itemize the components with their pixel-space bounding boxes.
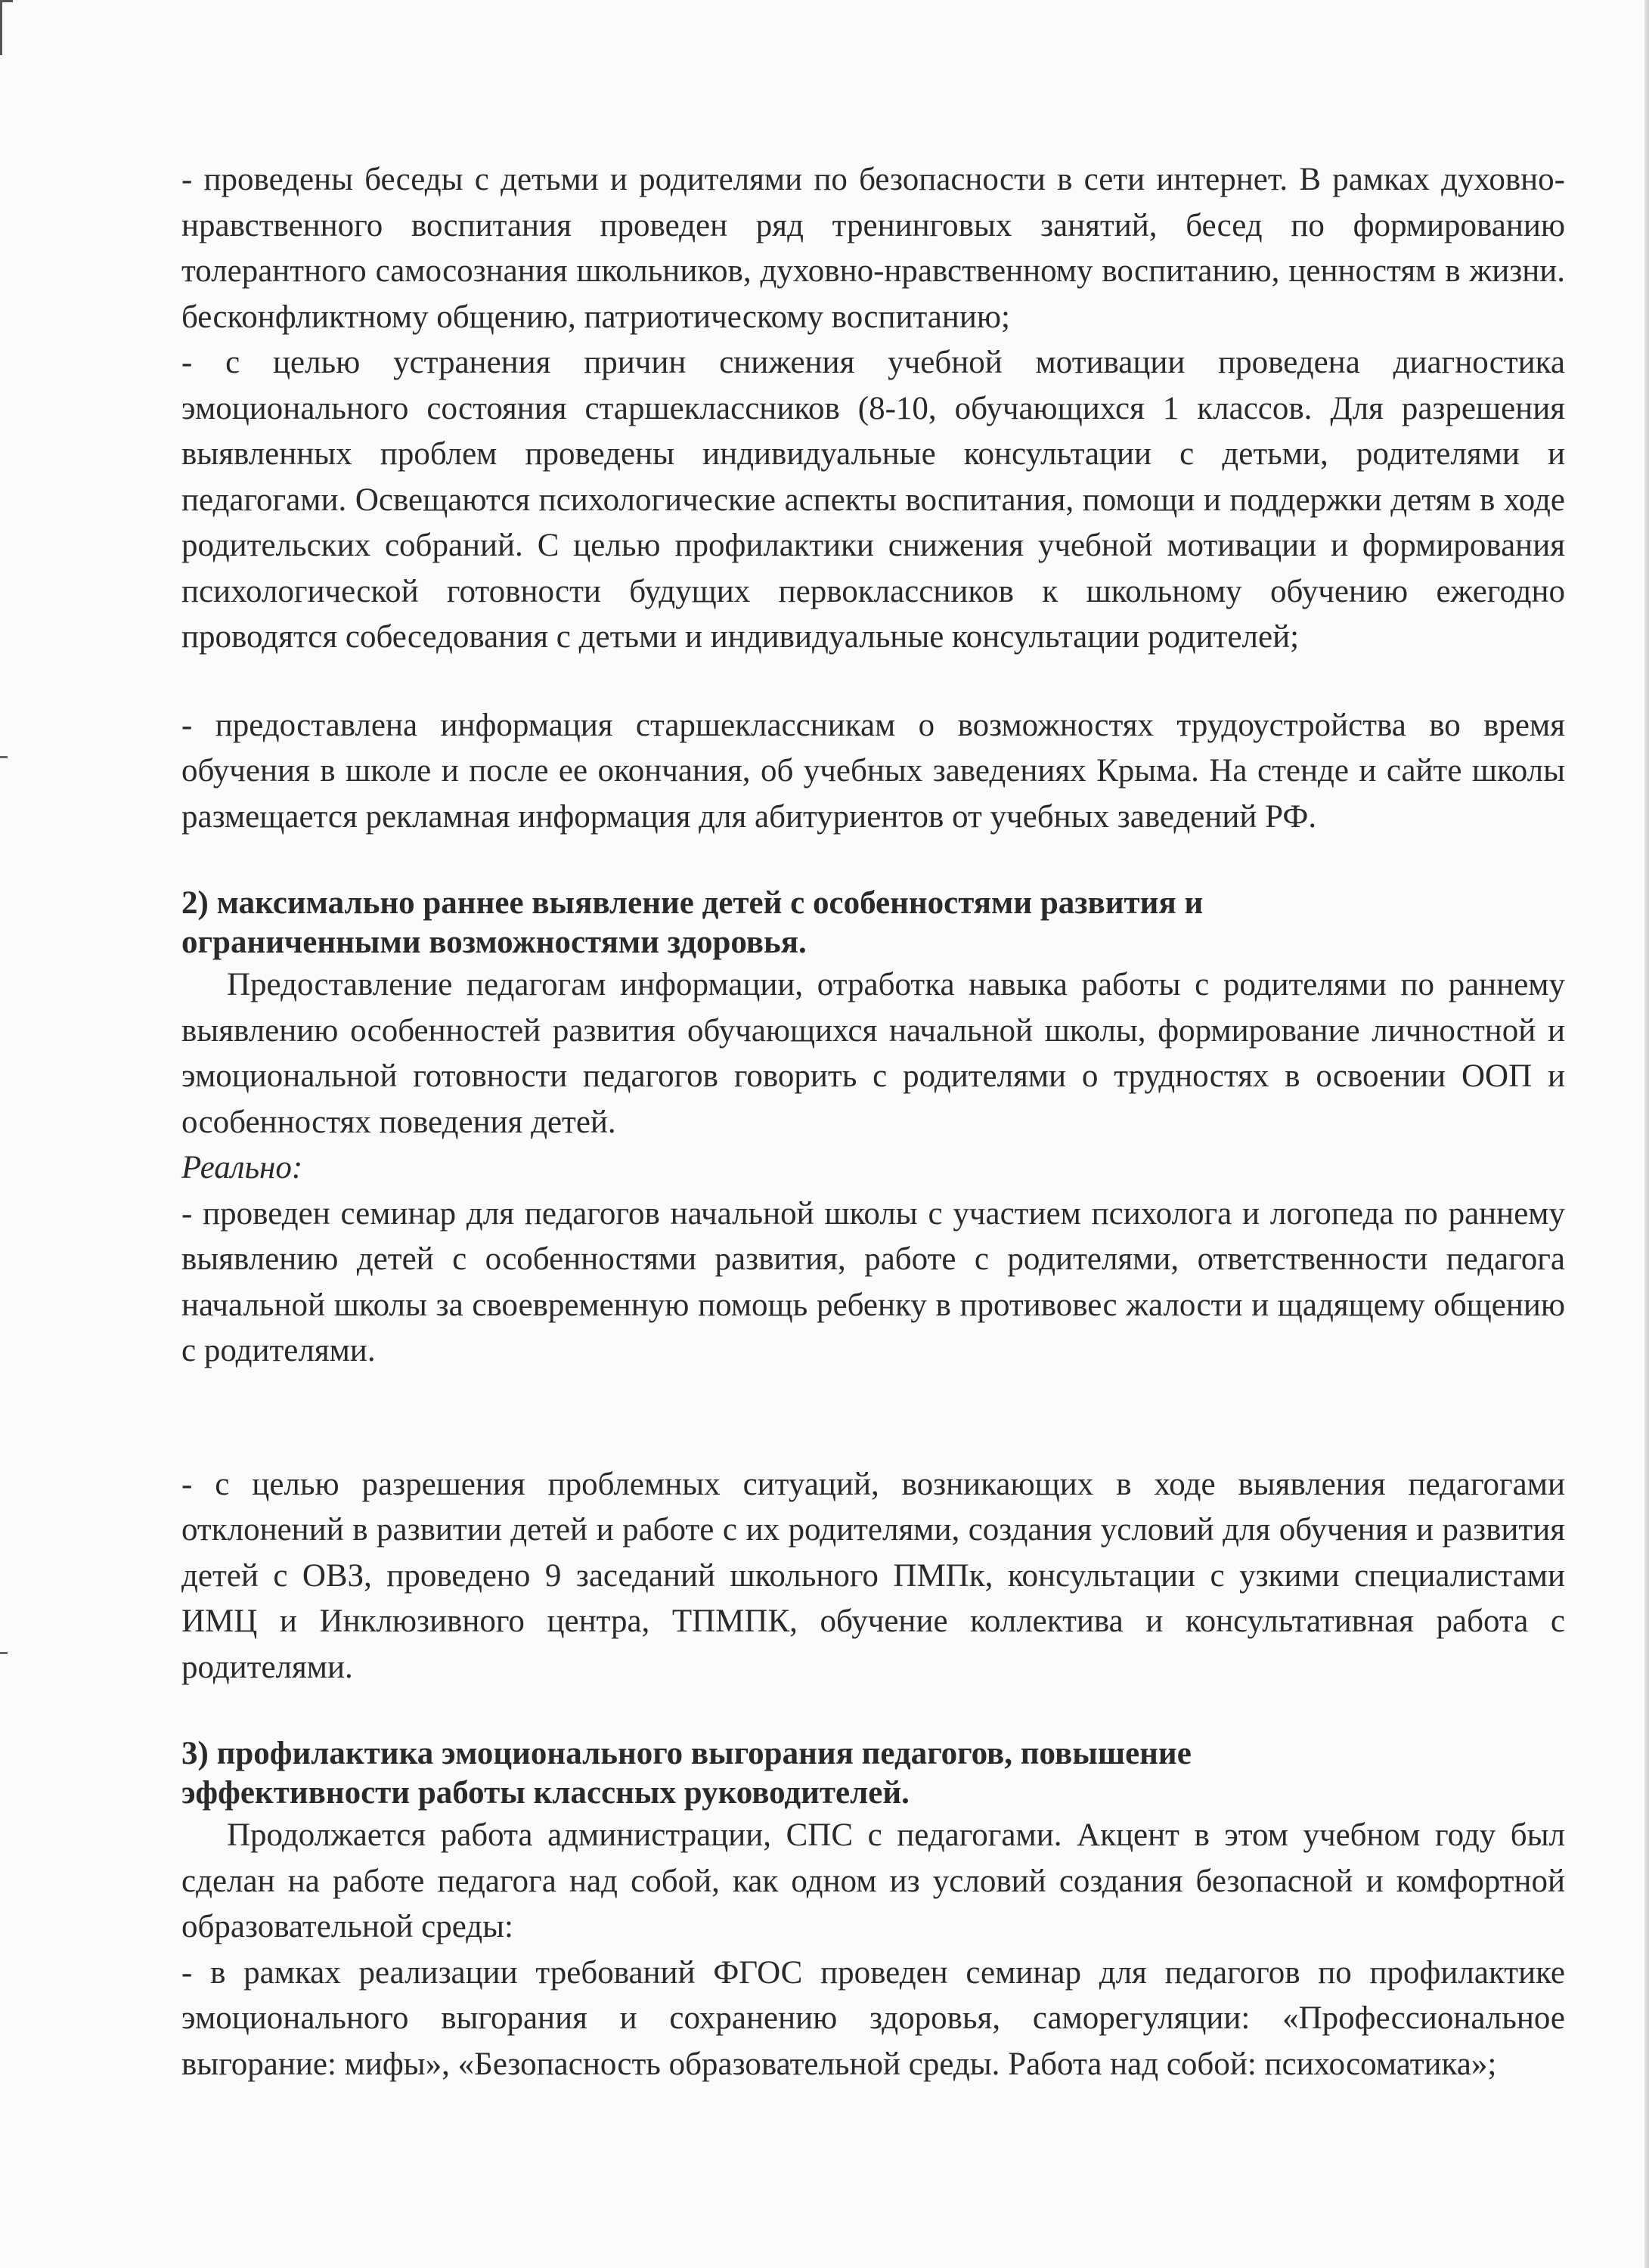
paragraph-teacher-information: Предоставление педагогам информации, отработка навыка работы с родителями по раннему выявлению особенностей развития обучающихся начальной школы, формирование личностной и эмоциональной готовности педагогов говорить с родителями о трудностях в освоении ООП и особенностях поведения детей. bbox=[181, 967, 1565, 1140]
paragraph-administration-work: Продолжается работа администрации, СПС с педагогами. Акцент в этом учебном году был сделан на работе педагога над собой, как одном из условий создания безопасной и комфортной образовательной среды: bbox=[181, 1817, 1565, 1944]
scan-page-edge bbox=[1644, 0, 1649, 2268]
paragraph-seminar-primary-school: - проведен семинар для педагогов начальной школы с участием психолога и логопеда по раннему выявлению детей с особенностями развития, работе с родителями, ответственности педагога начальной школы за своевременную помощь ребенку в противовес жалости и щадящему общению с родителями. bbox=[181, 1195, 1565, 1368]
section-heading-burnout-prevention bbox=[181, 1734, 1565, 1813]
paragraph-online-safety: - проведены беседы с детьми и родителями по безопасности в сети интернет. В рамках духовно-нравственного воспитания проведен ряд тренинговых занятий, бесед по формированию толерантного самосознания школьников, духовно-нравственному воспитанию, ценностям в жизни. бесконфликтному общению, патриотическому воспитанию; bbox=[181, 162, 1565, 335]
paragraph-motivation-diagnostics: - с целью устранения причин снижения учебной мотивации проведена диагностика эмоционального состояния старшеклассников (8-10, обучающихся 1 классов. Для разрешения выявленных проблем проведены индивидуальные консультации с детьми, родителями и педагогами. Освещаются психологические аспекты воспитания, помощи и поддержки детям в ходе родительских собраний. С целью профилактики снижения учебной мотивации и формирования психологической готовности будущих первоклассников к школьному обучению ежегодно проводятся собеседования с детьми и индивидуальные консультации родителей; bbox=[181, 345, 1565, 655]
paragraph-career-information: - предоставлена информация старшеклассникам о возможностях трудоустройства во время обучения в школе и после ее окончания, об учебных заведениях Крыма. На стенде и сайте школы размещается рекламная информация для абитуриентов от учебных заведений РФ. bbox=[181, 707, 1565, 835]
section-heading-line: 2) максимально раннее выявление детей с особенностями развития и bbox=[181, 885, 1204, 921]
paragraph-fgos-seminar: - в рамках реализации требований ФГОС проведен семинар для педагогов по профилактике эмоционального выгорания и сохранению здоровья, саморегуляции: «Профессиональное выгорание: мифы», «Безопасность образовательной среды. Работа над собой: психосоматика»; bbox=[181, 1954, 1565, 2082]
section-heading-line: эффективности работы классных руководителей. bbox=[181, 1775, 910, 1811]
label-actually: Реально: bbox=[181, 1150, 303, 1185]
section-heading-line: 3) профилактика эмоционального выгорания педагогов, повышение bbox=[181, 1736, 1192, 1771]
document-page bbox=[181, 157, 1565, 2087]
section-heading-line: ограниченными возможностями здоровья. bbox=[181, 925, 807, 960]
scan-margin-tick bbox=[0, 756, 8, 758]
section-heading-early-detection bbox=[181, 884, 1565, 962]
scan-margin-tick bbox=[0, 1652, 8, 1654]
scan-corner-mark bbox=[0, 0, 13, 55]
paragraph-pmpk-meetings: - с целью разрешения проблемных ситуаций, возникающих в ходе выявления педагогами отклонений в развитии детей и работе с их родителями, создания условий для обучения и развития детей с ОВЗ, проведено 9 заседаний школьного ПМПк, консультации с узкими специалистами ИМЦ и Инклюзивного центра, ТПМПК, обучение коллектива и консультативная работа с родителями. bbox=[181, 1466, 1565, 1685]
